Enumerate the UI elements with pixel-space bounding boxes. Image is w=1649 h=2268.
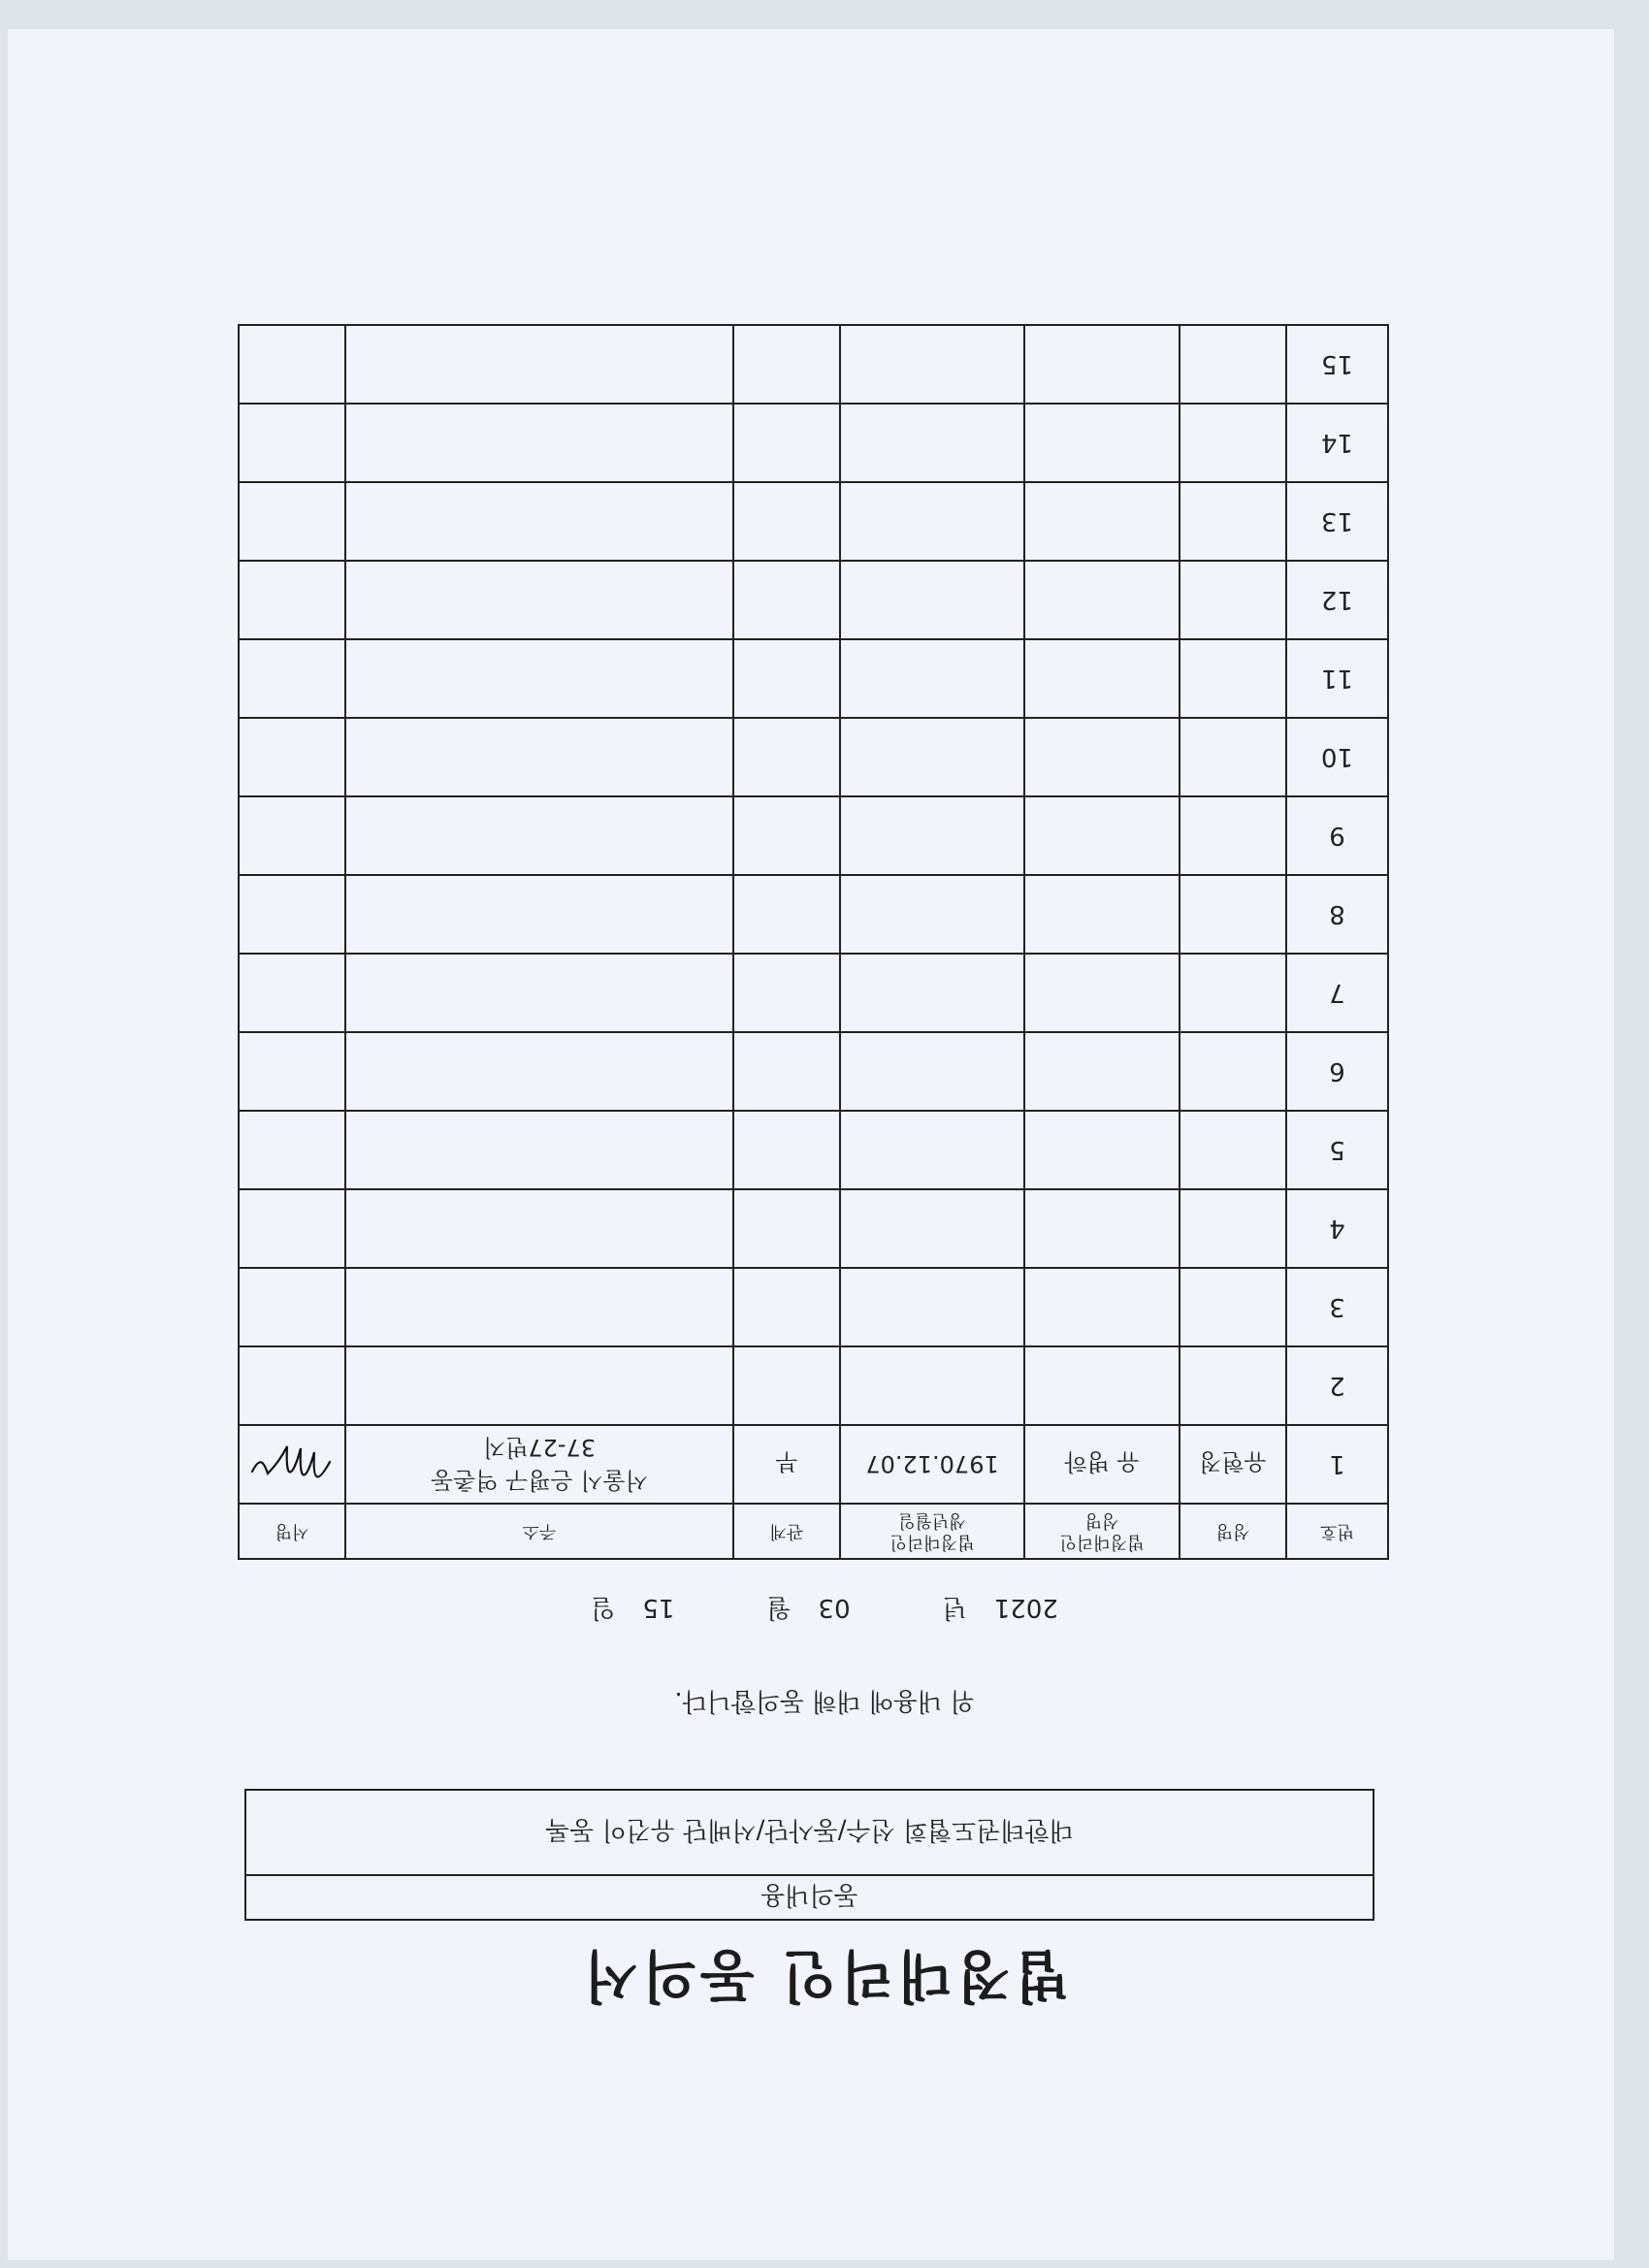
row-name (1180, 718, 1286, 796)
row-address (345, 1346, 733, 1425)
row-address: 서울시 은평구 역촌동 37-27번지 (345, 1425, 733, 1504)
row-guardian-birth (840, 1032, 1024, 1111)
table-row (239, 718, 1388, 796)
row-guardian-birth (840, 1189, 1024, 1268)
row-guardian-birth (840, 1268, 1024, 1346)
row-guardian-name (1024, 639, 1180, 718)
row-signature (239, 1268, 345, 1346)
row-address (345, 482, 733, 561)
row-name (1180, 561, 1286, 639)
consent-content: 대한테권도협회 선수/동사단/서베단 유건이 동록 (545, 1815, 1074, 1845)
row-number: 2 (1286, 1346, 1388, 1425)
row-relation (733, 954, 840, 1032)
row-signature (239, 796, 345, 875)
consent-heading: 동의내용 (760, 1880, 858, 1910)
consent-statement: 위 내용에 대해 동의합니다. (674, 1686, 975, 1715)
row-guardian-birth (840, 1111, 1024, 1189)
row-address (345, 875, 733, 954)
row-signature (239, 561, 345, 639)
row-address (345, 325, 733, 404)
table-row (239, 482, 1388, 561)
document-title: 법정대리인 동의서 (579, 1943, 1070, 2009)
row-name (1180, 1346, 1286, 1425)
table-row (239, 1032, 1388, 1111)
row-address (345, 561, 733, 639)
row-number: 15 (1286, 325, 1388, 404)
table-row (239, 639, 1388, 718)
table-row (239, 1346, 1388, 1425)
row-relation (733, 718, 840, 796)
row-signature (239, 1425, 345, 1504)
row-address (345, 1111, 733, 1189)
header-name: 성명 (1180, 1504, 1286, 1559)
row-guardian-name (1024, 875, 1180, 954)
table-row (239, 796, 1388, 875)
row-guardian-birth (840, 639, 1024, 718)
header-guardian-birth: 법정대리인 생년월일 (840, 1504, 1024, 1559)
date-day: 15일 (591, 1593, 675, 1622)
row-guardian-name (1024, 954, 1180, 1032)
row-number: 13 (1286, 482, 1388, 561)
header-signature: 서명 (239, 1504, 345, 1559)
row-guardian-name (1024, 404, 1180, 482)
row-guardian-birth (840, 796, 1024, 875)
row-guardian-name (1024, 796, 1180, 875)
row-relation (733, 796, 840, 875)
row-name (1180, 1268, 1286, 1346)
date-year: 2021년 (942, 1593, 1058, 1622)
row-signature (239, 875, 345, 954)
row-name (1180, 639, 1286, 718)
row-signature (239, 1189, 345, 1268)
row-relation (733, 1189, 840, 1268)
table-row (239, 404, 1388, 482)
row-guardian-name: 유 병하 (1024, 1425, 1180, 1504)
row-number: 8 (1286, 875, 1388, 954)
row-relation (733, 325, 840, 404)
row-guardian-name (1024, 1032, 1180, 1111)
handwritten-signature (248, 1438, 336, 1491)
row-guardian-birth (840, 718, 1024, 796)
row-guardian-birth (840, 1346, 1024, 1425)
row-guardian-name (1024, 325, 1180, 404)
table-row (239, 875, 1388, 954)
row-name: 유현정 (1180, 1425, 1286, 1504)
row-relation (733, 1346, 840, 1425)
row-name (1180, 325, 1286, 404)
consent-date (0, 1592, 1649, 1628)
row-address (345, 954, 733, 1032)
row-guardian-birth (840, 482, 1024, 561)
row-name (1180, 482, 1286, 561)
row-number: 14 (1286, 404, 1388, 482)
row-number: 3 (1286, 1268, 1388, 1346)
row-name (1180, 404, 1286, 482)
row-guardian-name (1024, 1111, 1180, 1189)
row-signature (239, 639, 345, 718)
row-number: 1 (1286, 1425, 1388, 1504)
row-name (1180, 954, 1286, 1032)
row-relation (733, 639, 840, 718)
row-number: 11 (1286, 639, 1388, 718)
row-guardian-birth (840, 404, 1024, 482)
row-name (1180, 1032, 1286, 1111)
row-number: 4 (1286, 1189, 1388, 1268)
row-guardian-birth (840, 561, 1024, 639)
table-body (239, 325, 1388, 1504)
row-number: 9 (1286, 796, 1388, 875)
row-signature (239, 718, 345, 796)
row-guardian-name (1024, 561, 1180, 639)
row-guardian-name (1024, 1346, 1180, 1425)
row-signature (239, 1111, 345, 1189)
row-address (345, 639, 733, 718)
guardian-table (238, 324, 1389, 1560)
row-number: 6 (1286, 1032, 1388, 1111)
row-name (1180, 796, 1286, 875)
row-relation: 부 (733, 1425, 840, 1504)
table-row (239, 1425, 1388, 1504)
table-row (239, 561, 1388, 639)
header-relation: 관계 (733, 1504, 840, 1559)
row-name (1180, 1111, 1286, 1189)
date-month: 03월 (766, 1593, 851, 1622)
table-row (239, 954, 1388, 1032)
header-address: 주소 (345, 1504, 733, 1559)
row-relation (733, 875, 840, 954)
table-row (239, 325, 1388, 404)
row-signature (239, 404, 345, 482)
table-row (239, 1111, 1388, 1189)
row-guardian-name (1024, 482, 1180, 561)
row-relation (733, 1268, 840, 1346)
row-address (345, 404, 733, 482)
row-number: 12 (1286, 561, 1388, 639)
row-signature (239, 954, 345, 1032)
row-address (345, 1189, 733, 1268)
row-guardian-name (1024, 718, 1180, 796)
row-signature (239, 325, 345, 404)
consent-heading-box (244, 1874, 1374, 1921)
row-name (1180, 875, 1286, 954)
row-number: 10 (1286, 718, 1388, 796)
row-address (345, 796, 733, 875)
row-name (1180, 1189, 1286, 1268)
row-relation (733, 404, 840, 482)
row-signature (239, 1346, 345, 1425)
row-relation (733, 482, 840, 561)
row-guardian-birth (840, 954, 1024, 1032)
row-guardian-birth (840, 325, 1024, 404)
row-guardian-name (1024, 1268, 1180, 1346)
row-signature (239, 482, 345, 561)
row-address (345, 1268, 733, 1346)
row-signature (239, 1032, 345, 1111)
header-guardian-name: 법정대리인 성명 (1024, 1504, 1180, 1559)
row-relation (733, 1111, 840, 1189)
row-relation (733, 561, 840, 639)
row-address (345, 1032, 733, 1111)
row-address (345, 718, 733, 796)
row-guardian-birth: 1970.12.07 (840, 1425, 1024, 1504)
row-guardian-name (1024, 1189, 1180, 1268)
row-guardian-birth (840, 875, 1024, 954)
table-row (239, 1268, 1388, 1346)
header-number: 번호 (1286, 1504, 1388, 1559)
table-row (239, 1189, 1388, 1268)
consent-content-box (244, 1789, 1374, 1874)
row-number: 5 (1286, 1111, 1388, 1189)
row-relation (733, 1032, 840, 1111)
row-number: 7 (1286, 954, 1388, 1032)
table-header-row (239, 1504, 1388, 1559)
